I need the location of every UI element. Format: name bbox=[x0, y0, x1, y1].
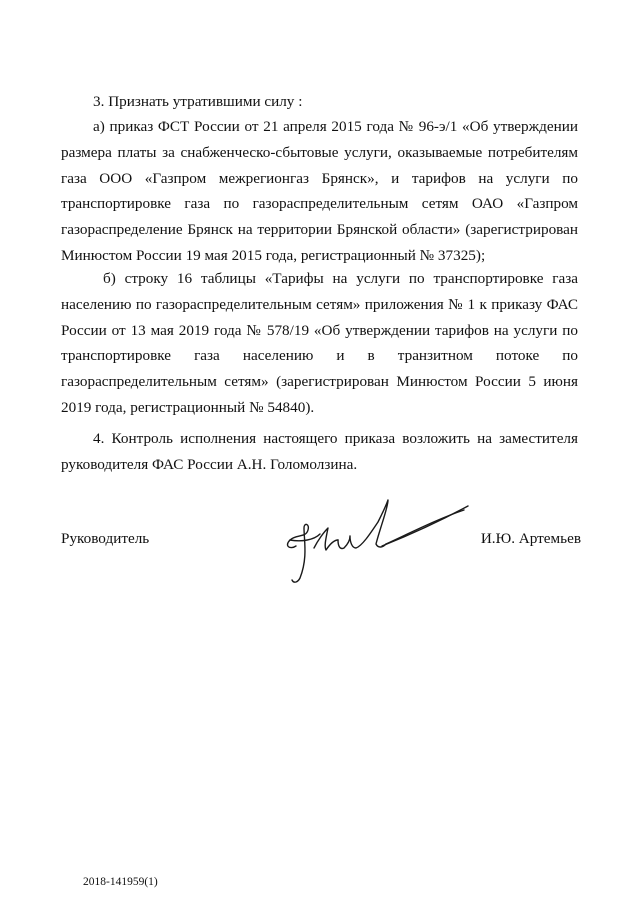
item-3a bbox=[61, 114, 578, 269]
signature-row bbox=[61, 530, 581, 552]
item-3a-text: а) приказ ФСТ России от 21 апреля 2015 года № 96-э/1 «Об утверждении размера платы за снабженческо-сбытовые услуги, оказываемые потребителям газа ООО «Газпром межрегионгаз Брянск», и тарифов на услуги по транспортировке газа по газораспределительным сетям ОАО «Газпром газораспределение Брянск на территории Брянской области» (зарегистрирован Минюстом России 19 мая 2015 года, регистрационный № 37325); bbox=[61, 118, 578, 264]
document-number: 2018-141959(1) bbox=[83, 876, 158, 888]
item-3-heading bbox=[93, 89, 573, 115]
signatory-title: Руководитель bbox=[61, 530, 150, 547]
item-3-heading-text: 3. Признать утратившими силу : bbox=[93, 93, 303, 110]
item-4 bbox=[61, 426, 578, 478]
item-3b bbox=[61, 266, 578, 421]
item-4-text: 4. Контроль исполнения настоящего приказа возложить на заместителя руководителя ФАС России А.Н. Голомолзина. bbox=[61, 430, 578, 473]
item-3b-text: б) строку 16 таблицы «Тарифы на услуги по транспортировке газа населению по газораспределительным сетям» приложения № 1 к приказу ФАС России от 13 мая 2019 года № 578/19 «Об утверждении тарифов на услуги по транспортировке газа населению и в транзитном потоке по газораспределительным сетям» (зарегистрирован Минюстом России 5 июня 2019 года, регистрационный № 54840). bbox=[61, 270, 578, 416]
signatory-name: И.Ю. Артемьев bbox=[480, 530, 581, 547]
